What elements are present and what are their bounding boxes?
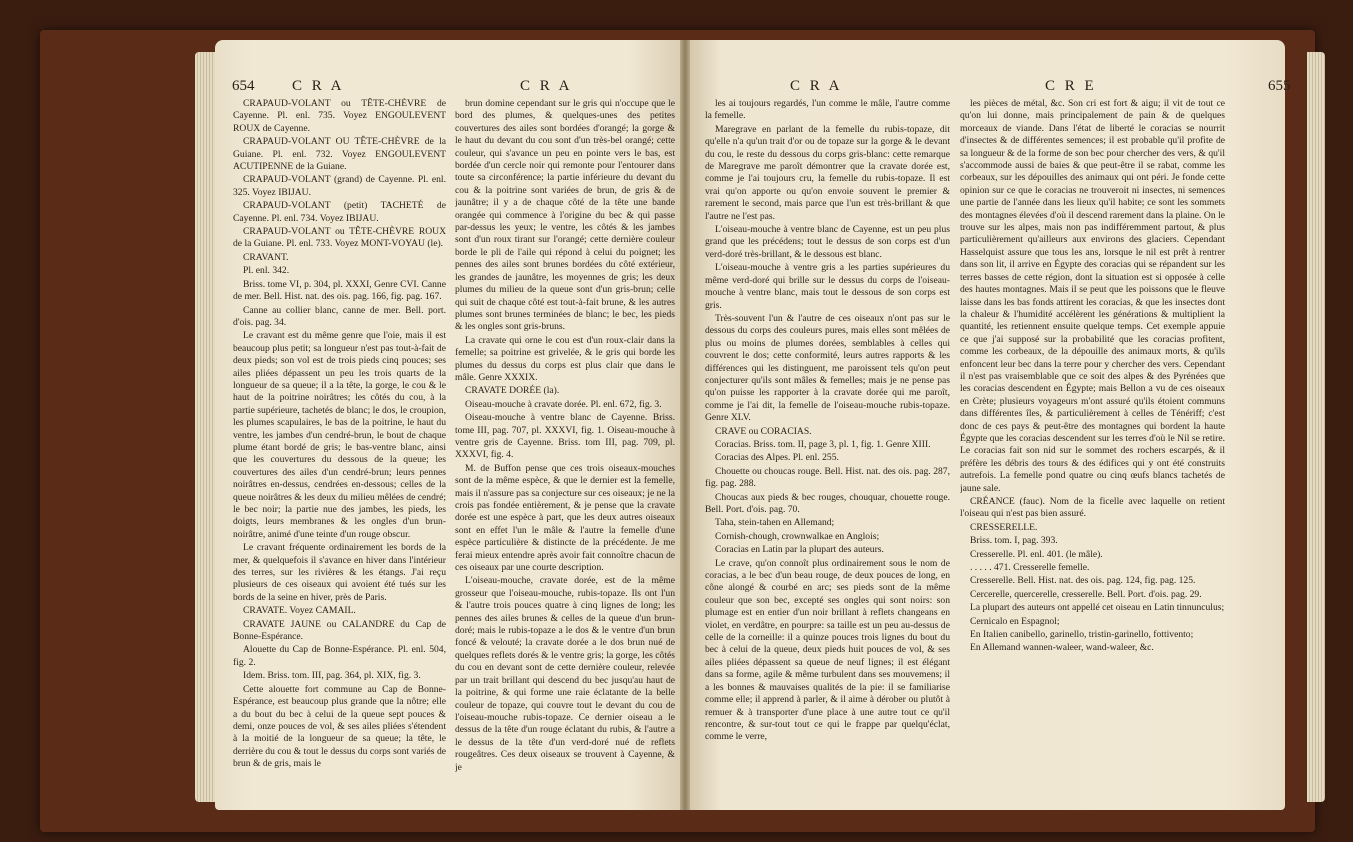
right-page-column-2 — [960, 98, 1225, 800]
paragraph: Le crave, qu'on connoît plus ordinairement sous le nom de coracias, a le bec d'un beau rouge, de deux pouces de long, en cône alongé & courbé en arc; ses pieds sont de la même couleur que son bec, excepté ses ongles qui sont noirs: son plumage est en entier d'un noir brillant à reflets changeans en violet, en verdâtre, en pourpre: sa taille est un peu au-dessus de celle de la corneille: il a quinze pouces trois lignes du bout du bec à celui de la queue, deux pieds huit pouces de vol, & ses ailes pliées dépassent sa queue de neuf lignes; il est élégant dans sa forme, agile & même turbulent dans ses mouvemens; il a les bonnes & mauvaises qualités de la pie: il se familiarise comme elle; il apprend à parler, & il aime à dérober ou plutôt à remuer & à transporter d'une place à une autre tout ce qu'il rencontre, & sur-tout tout ce qui le frappe par quelqu'éclat, comme le verre, — [705, 557, 950, 743]
paragraph: En Allemand wannen-waleer, wand-waleer, &c. — [970, 642, 1154, 654]
paragraph: Alouette du Cap de Bonne-Espérance. Pl. enl. 504, fig. 2. — [233, 644, 446, 668]
paragraph: En Italien canibello, garinello, tristin-garinello, fottivento; — [970, 629, 1194, 641]
paragraph: La plupart des auteurs ont appellé cet oiseau en Latin tinnunculus; — [970, 602, 1225, 614]
paragraph: L'oiseau-mouche, cravate dorée, est de la même grosseur que l'oiseau-mouche, rubis-topaze. Ils ont l'un & l'autre trois pouces quatre à cinq lignes de long; les pennes des ailes brunes & celles de la queue d'un brun-doré; mais le rubis-topaze a le dos & le ventre d'un brun foncé & velouté; la cravate dorée a le dos brun nué de quelques reflets dorés & le ventre gris; la gorge, les côtés du cou en devant sont de cette dernière couleur, relevée par un trait brillant qui descend du bec jusqu'au haut de la poitrine, & qui forme une raie éclatante de la belle couleur de topaze, qui couvre tout le devant du cou de l'oiseau-mouche rubis-topaze. Ce dernier oiseau a le dessus de la tête d'un rouge éclatant du rubis, & l'autre a le dessus de la tête d'un verd-doré nué de reflets rougeâtres. Ces deux oiseaux se trouvent à Cayenne, & je — [455, 575, 675, 773]
paragraph: Choucas aux pieds & bec rouges, chouquar, chouette rouge. Bell. Port. d'ois. pag. 70. — [705, 491, 950, 515]
paragraph: CRAPAUD-VOLANT (grand) de Cayenne. Pl. enl. 325. Voyez IBIJAU. — [233, 174, 446, 198]
paragraph: La cravate qui orne le cou est d'un roux-clair dans la femelle; sa poitrine est grivelée, & le gris qui borde les plumes du dessus du corps est plus clair que dans le mâle. Genre XXXIX. — [455, 334, 675, 383]
paragraph: CRAVATE DORÉE (la). — [465, 385, 560, 397]
paragraph: CRAVATE. Voyez CAMAIL. — [243, 605, 356, 617]
paragraph: Cercerelle, quercerelle, cresserelle. Bell. Port. d'ois. pag. 29. — [970, 588, 1202, 600]
paragraph: CRESSERELLE. — [970, 521, 1038, 533]
paragraph: L'oiseau-mouche à ventre gris a les parties supérieures du même verd-doré qui brille sur le dessus du corps de l'oiseau-mouche à ventre blanc, mais tout le dessous de son corps est gris. — [705, 262, 950, 311]
paragraph: Pl. enl. 342. — [243, 265, 290, 277]
right-page-number: 655 — [1268, 78, 1291, 94]
paragraph: Canne au collier blanc, canne de mer. Bell. port. d'ois. pag. 34. — [233, 304, 446, 328]
paragraph: Coracias des Alpes. Pl. enl. 255. — [715, 452, 839, 464]
paragraph: Le cravant est du même genre que l'oie, mais il est beaucoup plus petit; sa longueur n'est pas tout-à-fait de deux pieds; son vol est de trois pieds cinq pouces; ses ailes pliées dépassent un peu les trois quarts de la longueur de sa queue; il a la tête, la gorge, le cou & le haut de la poitrine noirâtres; les côtés du cou, à la partie supérieure, tachetés de blanc; le dos, le croupion, les plumes scapulaires, le bas de la poitrine, le haut du ventre, les jambes d'un cendré-brun, le bout de chaque plume étant bordé de gris; le bas-ventre blanc, ainsi que les couvertures du dessous de la queue; les couvertures des ailes d'un cendré-brun; leurs pennes noirâtres en-dessus, cendrées en-dessous; celles de la queue noirâtres & les deux du milieu mêlées de cendré; le bec noir; la partie nue des jambes, les pieds, les doigts, leurs membranes & les ongles d'un brun-noirâtre, animé d'une teinte d'un rouge obscur. — [233, 330, 446, 540]
paragraph: Idem. Briss. tom. III, pag. 364, pl. XIX, fig. 3. — [243, 670, 421, 682]
paragraph: les pièces de métal, &c. Son cri est fort & aigu; il vit de tout ce qu'on lui donne, mais principalement de pain & de quelques morceaux de viande. Dans l'état de liberté le coracias se nourrit d'insectes & de différentes semences; il est probable qu'il profite de sa longueur & de la forme de son bec pour chercher des vers, & qu'il s'accommode aussi de baies & que peut-être il se rabat, comme les corbeaux, sur les dépouilles des animaux qui ont péri. Je fonde cette opinion sur ce que le coracias ne trouveroit ni insectes, ni semences une partie de l'année dans les lieux qu'il habite; ce sont les sommets des montagnes élevées d'où il descend rarement dans la plaine. On le trouve sur les alpes, mais non pas indifféremment partout, & plus particulièrement qu'ailleurs aux environs des glaciers. Cependant Hasselquist assure que tous les ans, lorsque le nil est prêt à rentrer dans son lit, il arrive en Égypte des coracias qui se répandent sur les terres basses de cette région, dont la situation est si opposée à celle des hautes montagnes. Mais il se peut que les poissons que le fleuve laisse dans les bas fonds attirent les coracias, & que les insectes dont la chaleur & l'humidité accélèrent les générations & multiplient la quantité, les retiennent ensuite quelque temps. Cet exemple appuie ce que j'ai supposé sur la probabilité que les coracias profitent, comme les corbeaux, de la dépouille des animaux morts, & qu'ils enfoncent leur bec dans la terre pour y chercher des vers. Cependant il n'est pas vraisemblable que ce soit des alpes & des Pyrénées que les coracias descendent en Égypte; mais Bellon a vu de ces oiseaux en Crète; plusieurs voyageurs m'ont assuré qu'ils étoient communs dans différentes îles, & particulièrement à celles de Ténériff; c'est donc de ces pays & peut-être des montagnes qui bordent la haute Égypte que les coracias descendent sur les terres d'où le Nil se retire. Le coracias fait son nid sur le sommet des rochers escarpés, & il préfère les débris des tours & des édifices qui y ont été construits autrefois. La femelle pond quatre ou cinq œufs blancs tachetés de jaune sale. — [960, 98, 1225, 494]
paragraph: Cornish-chough, crownwalkae en Anglois; — [715, 530, 880, 542]
paragraph: CRÉANCE (fauc). Nom de la ficelle avec laquelle on retient l'oiseau qui n'est pas bien assuré. — [960, 496, 1225, 520]
paragraph: brun domine cependant sur le gris qui n'occupe que le bord des plumes, & quelques-unes des petites couvertures des ailes sont bordées d'orangé; la gorge & le haut du devant du cou sont d'un très-bel orangé; cette couleur, qui s'avance un peu en pointe vers le bas, est bordée d'un cercle noir qui remonte pour l'entourer dans toute sa circonférence; la partie inférieure du devant du cou & la poitrine sont variées de brun, de gris & de jaunâtre; il y a de chaque côté de la tête une bande orangée qui commence à l'origine du bec & qui passe par-dessus les yeux; le ventre, les côtés & les jambes sont d'un roux tirant sur l'orangé; cette dernière couleur borde le pli de l'aile qui répond à celui du poignet; les pennes des ailes sont brunes bordées du côté extérieur, les grandes de jaunâtre, les moyennes de gris; les deux plumes du milieu de la queue sont d'un gris-brun; celle qui suit de chaque côté est tout-à-fait brune, & les autres plumes sont brunes terminées de blanc; le bec, les pieds & les ongles sont gris-bruns. — [455, 98, 675, 333]
paragraph: CRAPAUD-VOLANT ou TÊTE-CHÈVRE ROUX de la Guiane. Pl. enl. 733. Voyez MONT-VOYAU (le). — [233, 226, 446, 250]
right-running-head-2: C R E — [1045, 78, 1097, 94]
paragraph: Briss. tom. I, pag. 393. — [970, 535, 1058, 547]
paragraph: CRAPAUD-VOLANT ou TÊTE-CHÈVRE de Cayenne. Pl. enl. 735. Voyez ENGOULEVENT ROUX de Cayenne. — [233, 98, 446, 134]
paragraph: Très-souvent l'un & l'autre de ces oiseaux n'ont pas sur le dessous du corps des couleurs pures, mais elles sont mêlées de plus ou moins de plumes dorées, semblables à celles qui couvrent le dos; cette conformité, leurs autres rapports & les différences qui les distinguent, me paroissent tels qu'on peut conjecturer qu'ils sont mâles & femelles; mais je ne pense pas qu'on puisse les rapporter à la cravate dorée qui me paroît, comme je l'ai dit, la femelle de l'oiseau-mouche rubis-topaze. Genre XLV. — [705, 312, 950, 424]
paragraph: Briss. tome VI, p. 304, pl. XXXI, Genre CVI. Canne de mer. Bell. Hist. nat. des ois. pag. 166, fig. pag. 167. — [233, 278, 446, 303]
paragraph: les ai toujours regardés, l'un comme le mâle, l'autre comme la femelle. — [705, 98, 950, 122]
right-running-head-1: C R A — [790, 78, 843, 94]
paragraph: Coracias en Latin par la plupart des auteurs. — [715, 544, 884, 556]
right-page-edges — [1307, 52, 1325, 802]
paragraph: M. de Buffon pense que ces trois oiseaux-mouches sont de la même espèce, & que le dernier est la femelle, mais il n'assure pas sa conjecture sur ces oiseaux; je ne la crois pas fondée entièrement, & je pense que la cravate dorée est une espèce à part, que les deux autres oiseaux sont en effet l'un le mâle & l'autre la femelle d'une espèce particulière & distincte de la précédente. Je me ferai mieux entendre après avoir fait connoître chacun de ces oiseaux par une courte description. — [455, 462, 675, 574]
paragraph: Cresserelle. Bell. Hist. nat. des ois. pag. 124, fig. pag. 125. — [970, 575, 1196, 587]
book-gutter — [680, 40, 690, 810]
paragraph: CRAVE ou CORACIAS. — [715, 425, 812, 437]
paragraph: Cresserelle. Pl. enl. 401. (le mâle). — [970, 548, 1103, 560]
paragraph: CRAVANT. — [243, 251, 289, 263]
left-page-column-1 — [233, 98, 446, 800]
paragraph: CRAVATE JAUNE ou CALANDRE du Cap de Bonne-Espérance. — [233, 618, 446, 643]
paragraph: Oiseau-mouche à ventre blanc de Cayenne. Briss. tome III, pag. 707, pl. XXXVI, fig. 1. Oiseau-mouche à ventre gris de Cayenne. Briss. tom III, pag. 709, pl. XXXVI, fig. 4. — [455, 412, 675, 461]
left-page-column-2 — [455, 98, 675, 800]
left-page-number: 654 — [232, 78, 255, 94]
left-running-head-1: C R A — [292, 78, 345, 94]
paragraph: . . . . . 471. Cresserelle femelle. — [970, 562, 1090, 574]
paragraph: Chouette ou choucas rouge. Bell. Hist. nat. des ois. pag. 287, fig. pag. 288. — [705, 465, 950, 490]
paragraph: Coracias. Briss. tom. II, page 3, pl. 1, fig. 1. Genre XIII. — [715, 438, 931, 450]
left-running-head-2: C R A — [520, 78, 573, 94]
paragraph: L'oiseau-mouche à ventre blanc de Cayenne, est un peu plus grand que les précédens; tout le dessus de son corps est d'un verd-doré très-brillant, & le dessous est blanc. — [705, 224, 950, 260]
paragraph: Cernicalo en Espagnol; — [970, 615, 1060, 627]
paragraph: Maregrave en parlant de la femelle du rubis-topaze, dit qu'elle n'a qu'un trait d'or ou de topaze sur la gorge & le devant du cou, le reste du dessous du corps gris-blanc: cette remarque de Maregrave me paroît démontrer que la cravate dorée est, comme je l'ai toujours cru, la femelle du rubis-topaze. Il est vrai qu'on apporte ou qu'on envoie souvent le premier & rarement le second, mais parce que l'un est très-brillant & que l'autre ne l'est pas. — [705, 123, 950, 222]
paragraph: CRAPAUD-VOLANT (petit) TACHETÉ de Cayenne. Pl. enl. 734. Voyez IBIJAU. — [233, 200, 446, 224]
paragraph: Oiseau-mouche à cravate dorée. Pl. enl. 672, fig. 3. — [465, 398, 662, 410]
paragraph: Taha, stein-tahen en Allemand; — [715, 517, 835, 529]
paragraph: Le cravant fréquente ordinairement les bords de la mer, & quelquefois il s'avance en hiver dans l'intérieur des terres, sur les rivières & les étangs. J'ai reçu plusieurs de ces oiseaux qui avoient été tués sur les bords de la seine en hiver, près de Paris. — [233, 542, 446, 603]
right-page-column-1 — [705, 98, 950, 800]
paragraph: CRAPAUD-VOLANT OU TÊTE-CHÈVRE de la Guiane. Pl. enl. 732. Voyez ENGOULEVENT ACUTIPENNE de la Guiane. — [233, 136, 446, 173]
paragraph: Cette alouette fort commune au Cap de Bonne-Espérance, est beaucoup plus grande que la nôtre; elle a du bout du bec à celui de la queue sept pouces & demi, onze pouces de vol, & ses ailes pliées s'étendent à la moitié de la longueur de sa queue; la tête, le derrière du cou & tout le dessus du corps sont variés de brun & de gris, mais le — [233, 683, 446, 770]
